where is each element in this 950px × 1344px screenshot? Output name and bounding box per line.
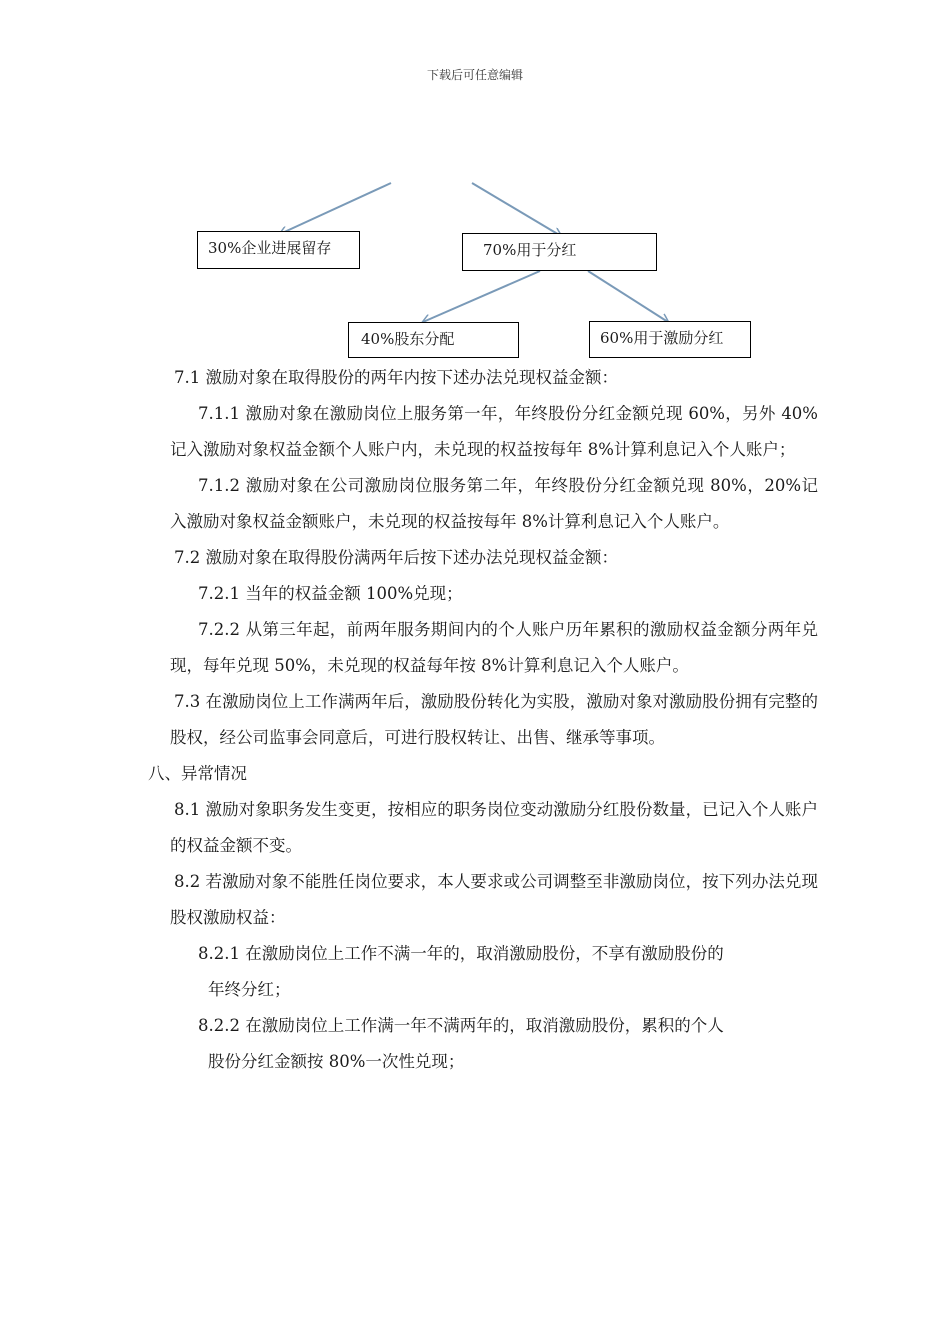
- para-7-2-2: 7.2.2 从第三年起，前两年服务期间内的个人账户历年累积的激励权益金额分两年兑现，每年兑现 50%，未兑现的权益每年按 8%计算利息记入个人账户。: [170, 620, 818, 675]
- arrow-to-shareholder: [423, 271, 540, 322]
- flow-arrows: [0, 0, 950, 365]
- para-7-2-1: 7.2.1 当年的权益金额 100%兑现；: [198, 584, 463, 603]
- para-8-2-2-line2: 股份分红金额按 80%一次性兑现；: [208, 1052, 465, 1071]
- section-8-heading: 八、异常情况: [148, 764, 247, 783]
- box-dividend: 70%用于分红: [462, 233, 657, 271]
- para-8-2-1: [148, 936, 818, 1008]
- arrow-to-retain: [280, 183, 391, 234]
- para-7-2: 7.2 激励对象在取得股份满两年后按下述办法兑现权益金额：: [174, 548, 618, 567]
- box-shareholder: 40%股东分配: [348, 322, 519, 358]
- document-body: [148, 360, 818, 1080]
- arrow-to-dividend: [472, 183, 561, 236]
- para-8-2: 8.2 若激励对象不能胜任岗位要求，本人要求或公司调整至非激励岗位，按下列办法兑现股权激励权益：: [170, 872, 818, 927]
- box-retain: 30%企业进展留存: [197, 231, 360, 269]
- para-8-2-2-line1: 8.2.2 在激励岗位上工作满一年不满两年的，取消激励股份，累积的个人: [198, 1016, 724, 1035]
- page-header: 下载后可任意编辑: [426, 68, 523, 82]
- dividend-flow-diagram: [0, 0, 950, 365]
- box-incentive: 60%用于激励分红: [589, 321, 751, 358]
- para-8-2-1-line1: 8.2.1 在激励岗位上工作不满一年的，取消激励股份，不享有激励股份的: [198, 944, 724, 963]
- para-7-1: 7.1 激励对象在取得股份的两年内按下述办法兑现权益金额：: [174, 368, 618, 387]
- para-7-1-2: 7.1.2 激励对象在公司激励岗位服务第二年，年终股份分红金额兑现 80%，20%记入激励对象权益金额账户，未兑现的权益按每年 8%计算利息记入个人账户。: [170, 476, 818, 531]
- para-8-2-1-line2: 年终分红；: [208, 980, 291, 999]
- para-8-1: 8.1 激励对象职务发生变更，按相应的职务岗位变动激励分红股份数量，已记入个人账户的权益金额不变。: [170, 800, 818, 855]
- arrow-to-incentive: [588, 271, 668, 322]
- para-7-1-1: 7.1.1 激励对象在激励岗位上服务第一年，年终股份分红金额兑现 60%，另外 40%记入激励对象权益金额个人账户内，未兑现的权益按每年 8%计算利息记入个人账户；: [170, 404, 818, 459]
- para-7-3: 7.3 在激励岗位上工作满两年后，激励股份转化为实股，激励对象对激励股份拥有完整的股权，经公司监事会同意后，可进行股权转让、出售、继承等事项。: [170, 692, 818, 747]
- para-8-2-2: [148, 1008, 818, 1080]
